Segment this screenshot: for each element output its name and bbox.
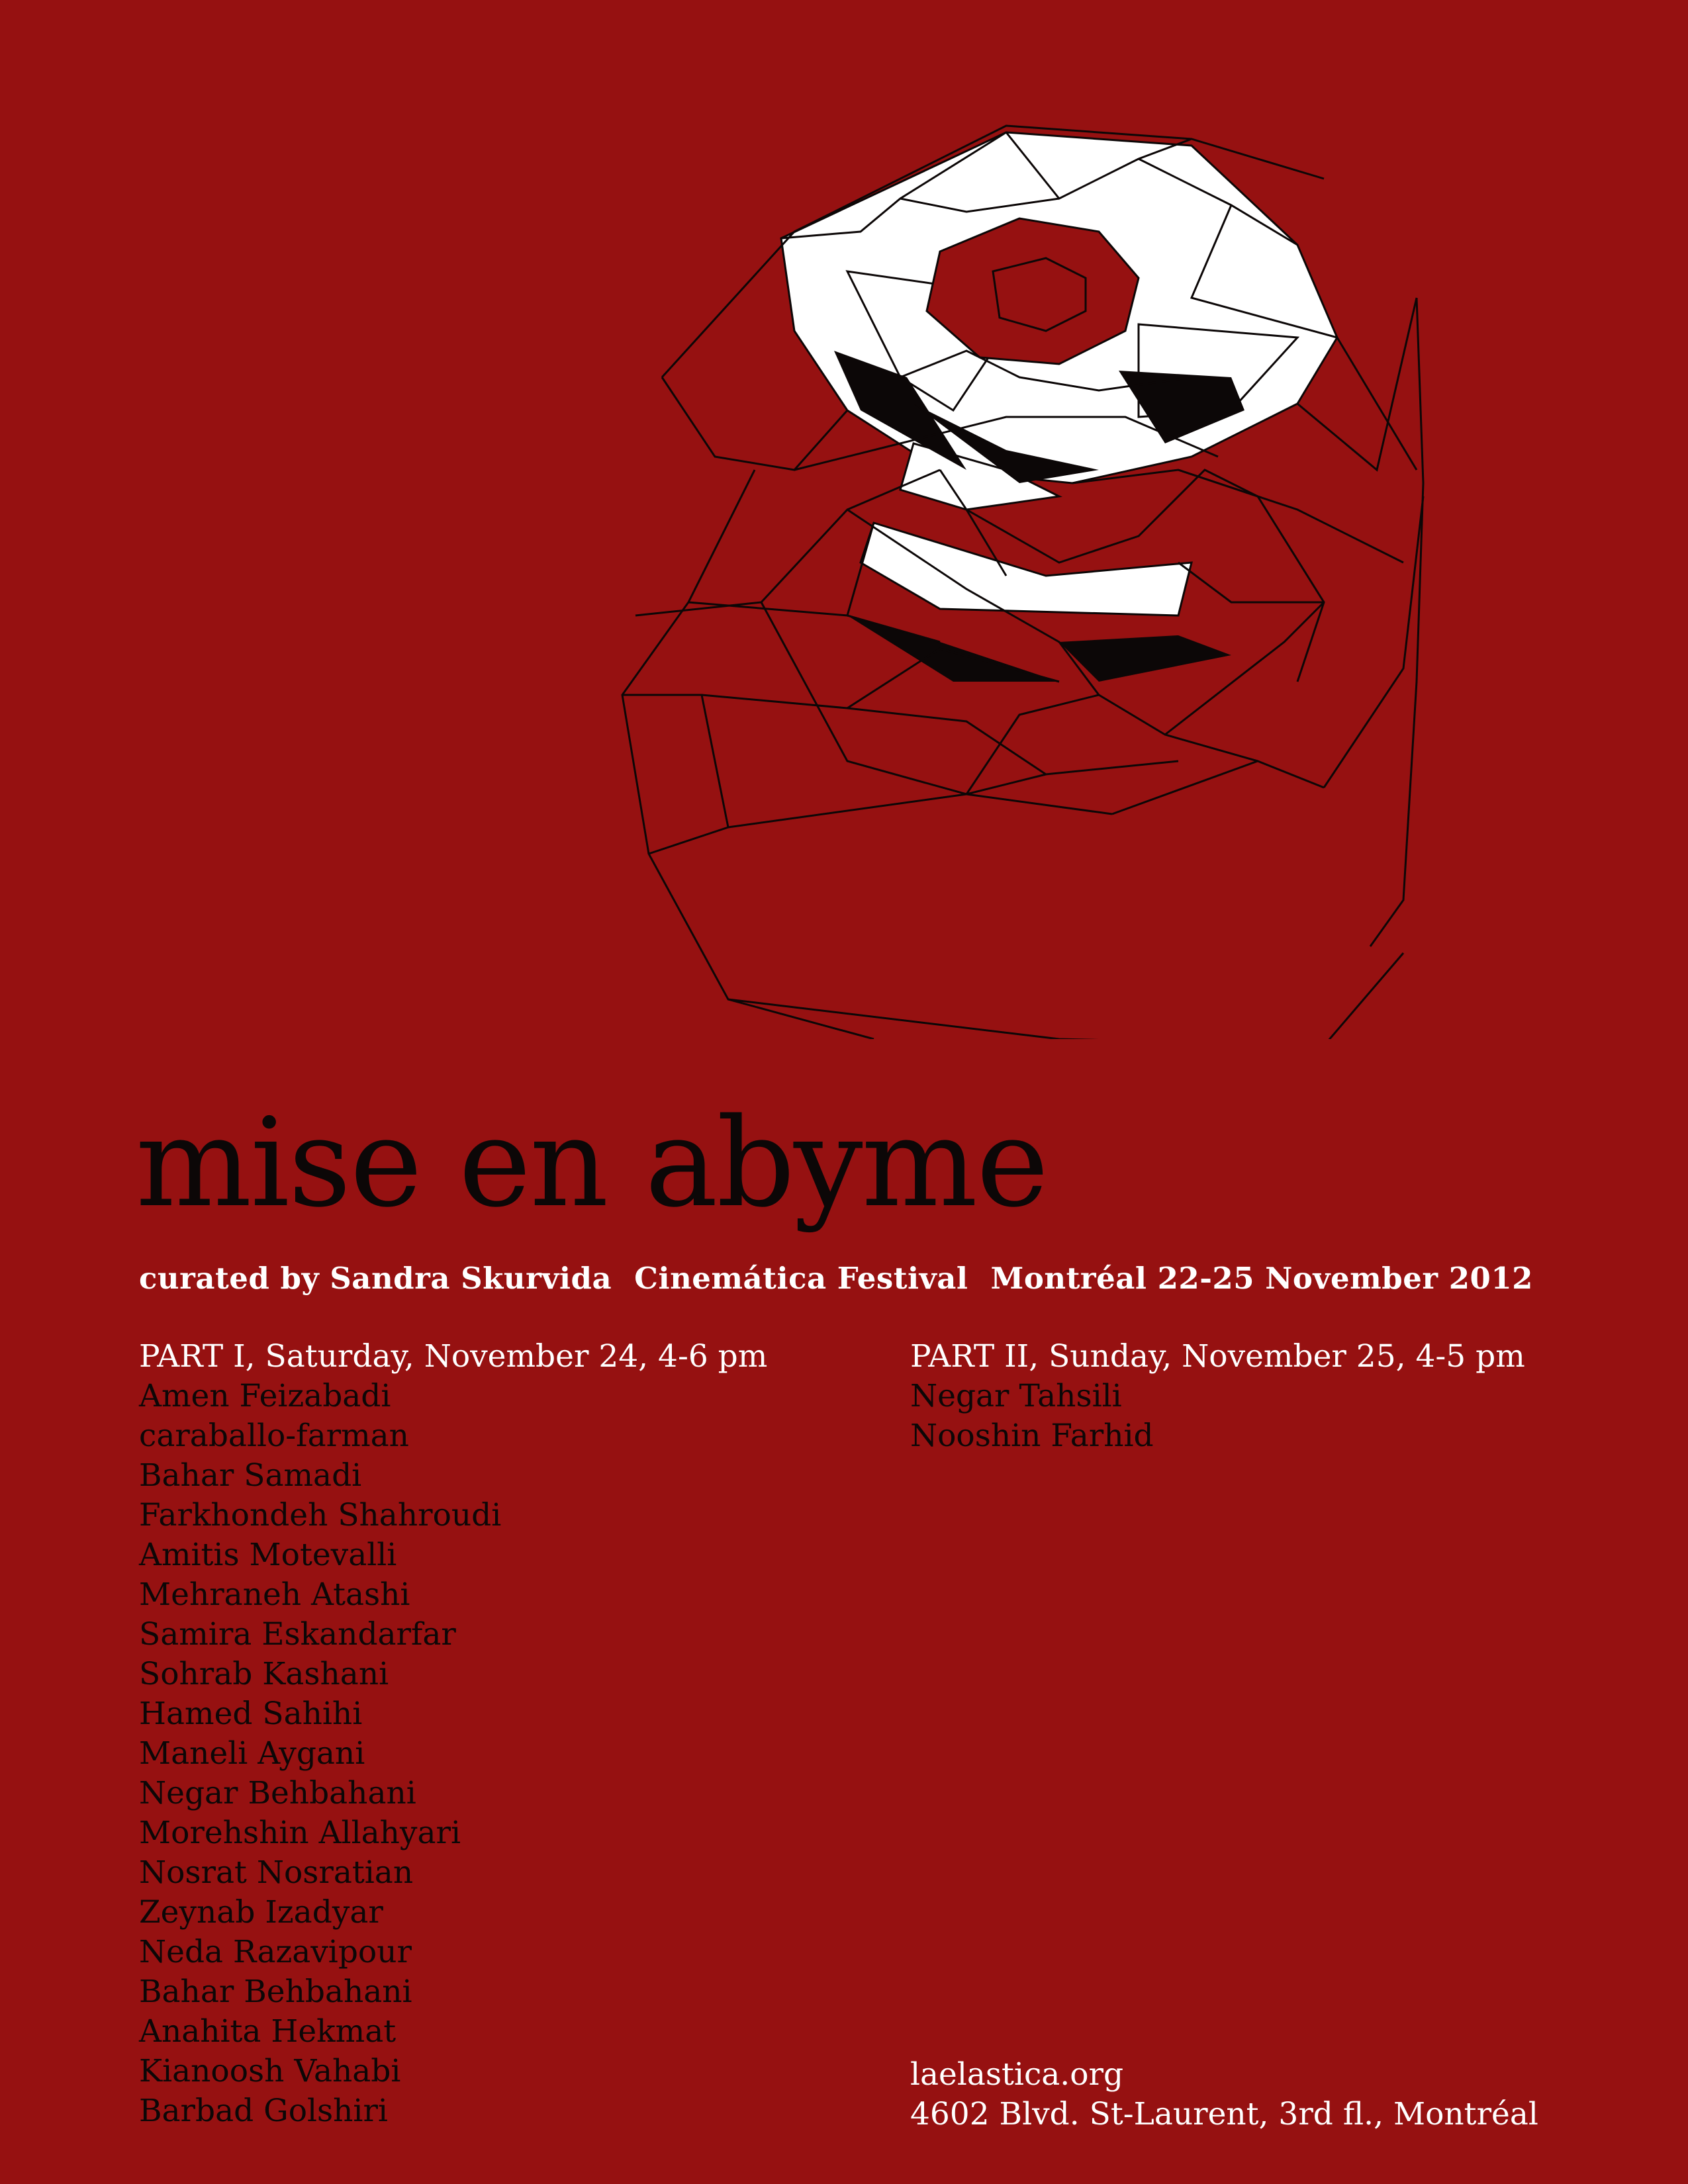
artist-name: Amitis Motevalli xyxy=(139,1537,397,1573)
artist-name: Farkhondeh Shahroudi xyxy=(139,1497,502,1533)
artist-name: Bahar Behbahani xyxy=(139,1974,412,2010)
artist-name: Mehraneh Atashi xyxy=(139,1576,410,1613)
part-one-program xyxy=(139,1337,767,2131)
venue-address: 4602 Blvd. St-Laurent, 3rd fl., Montréal xyxy=(910,2096,1538,2132)
festival-name: Cinemática Festival xyxy=(634,1261,968,1296)
artist-name: Hamed Sahihi xyxy=(139,1696,363,1732)
artist-name: Kianoosh Vahabi xyxy=(139,2053,401,2089)
subtitle-line xyxy=(139,1261,1556,1296)
artist-name: Samira Eskandarfar xyxy=(139,1616,456,1653)
page-title: mise en abyme xyxy=(136,1091,1048,1234)
artist-name: Amen Feizabadi xyxy=(139,1378,391,1414)
artist-name: Barbad Golshiri xyxy=(139,2093,388,2129)
part-two-program xyxy=(910,1337,1525,1456)
artist-name: Sohrab Kashani xyxy=(139,1656,389,1692)
website-link[interactable]: laelastica.org xyxy=(910,2056,1124,2093)
geometric-sculpture-illustration xyxy=(596,99,1483,1039)
artist-name: Anahita Hekmat xyxy=(139,2013,397,2050)
artist-name: Nosrat Nosratian xyxy=(139,1854,414,1891)
part-one-heading: PART I, Saturday, November 24, 4-6 pm xyxy=(139,1338,768,1375)
artist-name: Negar Behbahani xyxy=(139,1775,416,1811)
curator-credit: curated by Sandra Skurvida xyxy=(139,1261,612,1296)
festival-dates: Montréal 22-25 November 2012 xyxy=(990,1261,1533,1296)
artist-name: Neda Razavipour xyxy=(139,1934,412,1970)
artist-name: Bahar Samadi xyxy=(139,1457,362,1494)
artist-name: Maneli Aygani xyxy=(139,1735,365,1772)
artist-name: Negar Tahsili xyxy=(910,1378,1122,1414)
part-two-heading: PART II, Sunday, November 25, 4-5 pm xyxy=(910,1338,1525,1375)
venue-info xyxy=(910,2055,1538,2134)
artist-name: Zeynab Izadyar xyxy=(139,1894,383,1931)
artist-name: Nooshin Farhid xyxy=(910,1418,1154,1454)
artist-name: Morehshin Allahyari xyxy=(139,1815,461,1851)
artist-name: caraballo-farman xyxy=(139,1418,409,1454)
